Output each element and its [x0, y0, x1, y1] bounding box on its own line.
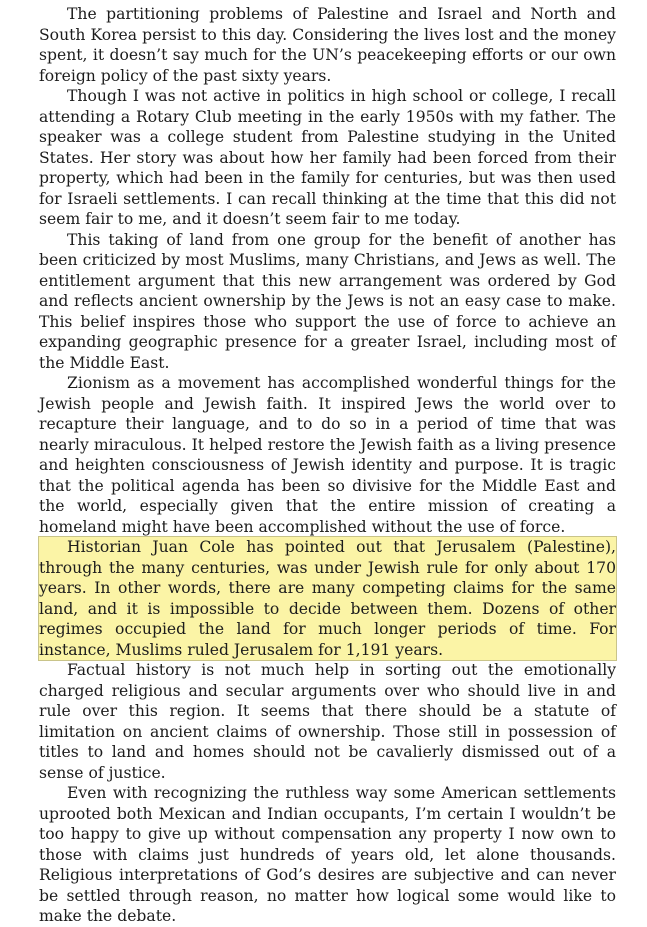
- paragraph-factual-history: Factual history is not much help in sorting out the emotionally charged religious and secular arguments over who should live in and rule over this region. It seems that there should be a statute of limitation on ancient claims of ownership. Those still in possession of titles to land and homes should not be cavalierly dismissed out of a sense of justice.: [39, 661, 616, 782]
- highlighted-paragraph-juan-cole[interactable]: Historian Juan Cole has pointed out that Jerusalem (Palestine), through the many centuries, was under Jewish rule for only about 170 years. In other words, there are many competing claims for the same land, and it is impossible to decide between them. Dozens of other regimes occupied the land for much longer periods of time. For instance, Muslims ruled Jerusalem for 1,191 years.: [39, 538, 616, 659]
- document-page: [39, 4, 616, 927]
- paragraph-rotary-club: Though I was not active in politics in high school or college, I recall attending a Rotary Club meeting in the early 1950s with my father. The speaker was a college student from Palestine studying in the United States. Her story was about how her family had been forced from their property, which had been in the family for centuries, but was then used for Israeli settlements. I can recall thinking at the time that this did not seem fair to me, and it doesn’t seem fair to me today.: [39, 87, 616, 228]
- paragraph-american-settlements: Even with recognizing the ruthless way some American settlements uprooted both Mexican and Indian occupants, I’m certain I wouldn’t be too happy to give up without compensation any property I now own to those with claims just hundreds of years old, let alone thousands. Religious interpretations of God’s desires are subjective and can never be settled through reason, no matter how logical some would like to make the debate.: [39, 784, 616, 925]
- paragraph-partitioning: The partitioning problems of Palestine and Israel and North and South Korea persist to this day. Considering the lives lost and the money spent, it doesn’t say much for the UN’s peacekeeping efforts or our own foreign policy of the past sixty years.: [39, 5, 616, 85]
- paragraph-zionism: Zionism as a movement has accomplished wonderful things for the Jewish people and Jewish faith. It inspired Jews the world over to recapture their language, and to do so in a period of time that was nearly miraculous. It helped restore the Jewish faith as a living presence and heighten consciousness of Jewish identity and purpose. It is tragic that the political agenda has been so divisive for the Middle East and the world, especially given that the entire mission of creating a homeland might have been accomplished without the use of force.: [39, 374, 616, 536]
- paragraph-taking-of-land: This taking of land from one group for the benefit of another has been criticized by most Muslims, many Christians, and Jews as well. The entitlement argument that this new arrangement was ordered by God and reflects ancient ownership by the Jews is not an easy case to make. This belief inspires those who support the use of force to achieve an expanding geographic presence for a greater Israel, including most of the Middle East.: [39, 230, 616, 372]
